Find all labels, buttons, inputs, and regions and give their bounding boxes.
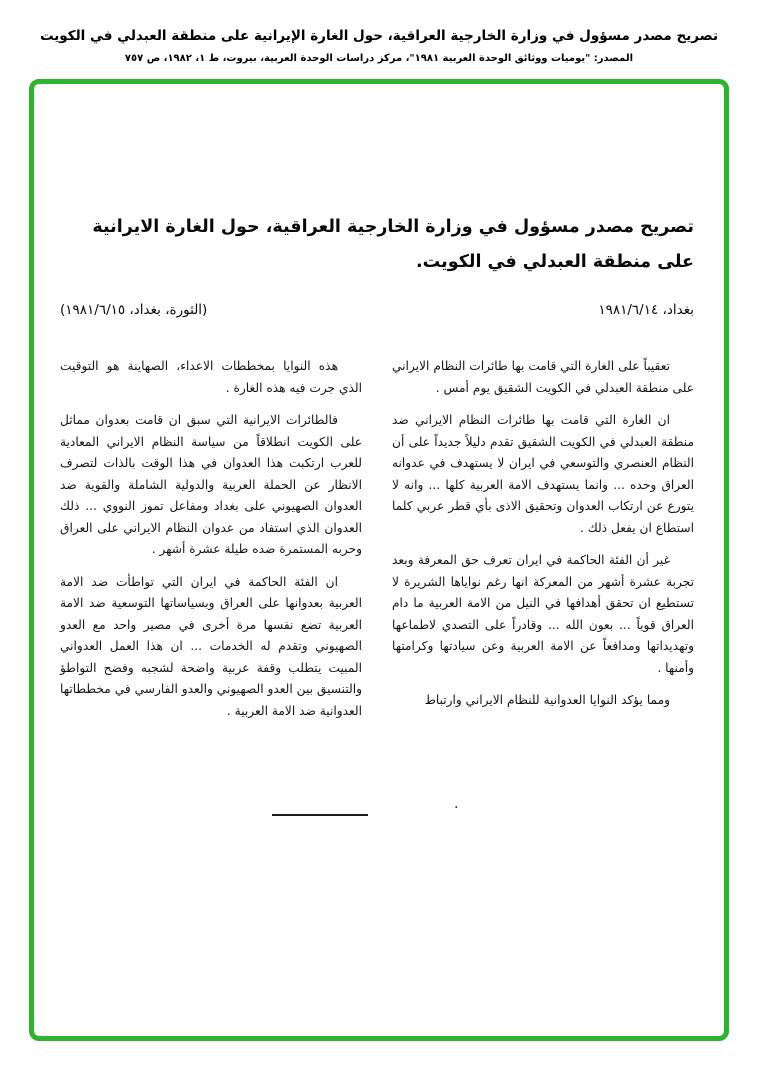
dateline-place-date: بغداد، ١٩٨١/٦/١٤ xyxy=(598,302,694,319)
document-frame xyxy=(29,79,729,1041)
dateline xyxy=(60,302,694,318)
footer-divider-line xyxy=(272,814,368,816)
document-page xyxy=(34,84,724,1036)
body-columns xyxy=(60,356,694,733)
column-right xyxy=(392,356,694,733)
dateline-newspaper-source: (الثورة، بغداد، ١٩٨١/٦/١٥) xyxy=(60,302,208,319)
paragraph: تعقيباً على الغارة التي قامت بها طائرات النظام الايراني على منطقة العبدلي في الكويت الشقيق يوم أمس . xyxy=(392,359,694,395)
header-title: تصريح مصدر مسؤول في وزارة الخارجية العراقية، حول الغارة الإيرانية على منطقة العبدلي في الكويت xyxy=(39,28,719,44)
column-left xyxy=(60,356,362,733)
footer-period-mark: . xyxy=(454,796,459,813)
header-source-citation: المصدر: "يوميات ووثائق الوحدة العربية ١٩٨١"، مركز دراسات الوحدة العربية، بيروت، ط ١، ١٩٨٢، ص ٧٥٧ xyxy=(124,53,634,65)
paragraph: غير أن الفئة الحاكمة في ايران تعرف حق المعرفة وبعد تجربة عشرة أشهر من المعركة انها رغم نواياها الشريرة لا تستطيع ان تحقق أهدافها في النيل من الامة العربية ما دام العراق قوياً ... بعون الله ... وقادراً على التصدي لاطماعها وتهديداتها ومدافعاً عن الامة العربية وعن سيادتها وكرامتها وأمنها . xyxy=(392,553,694,675)
paragraph: هذه النوايا بمخططات الاعداء، الصهاينة هو التوقيت الذي جرت فيه هذه الغارة . xyxy=(60,359,362,395)
paragraph: ومما يؤكد النوايا العدوانية للنظام الايراني وارتباط xyxy=(424,693,670,708)
paragraph: فالطائرات الايرانية التي سبق ان قامت بعدوان مماثل على الكويت انطلاقاً من سياسة النظام الايراني المعادية للعرب ارتكبت هذا العدوان في هذا الوقت بالذات لتصرف الانظار عن الحملة العربية والدولية الشاملة والقوية ضد العدوان الصهيوني على بغداد ومفاعل تموز النووي ... ذلك العدوان الذي استفاد من عدوان النظام الايراني على العراق وحربه المستمرة ضده طيلة عشرة أشهر . xyxy=(60,413,362,557)
paragraph: ان الفئة الحاكمة في ايران التي تواطأت ضد الامة العربية بعدوانها على العراق وبسياساتها التوسعية ضد الامة العربية تضع نفسها مرة أخرى في مصير واحد مع العدو الصهيوني وتقدم له الخدمات ... ان هذا العمل العدواني المبيت يتطلب وقفة عربية واضحة لشجبه وفضح التواطؤ والتنسيق بين العدو الصهيوني والعدو الفارسي في مخططاتها العدوانية ضد الامة العربية . xyxy=(60,574,362,718)
scan-header xyxy=(0,0,758,64)
paragraph: ان الغارة التي قامت بها طائرات النظام الايراني ضد منطقة العبدلي في الكويت الشقيق تقدم دليلاً جديداً على أن النظام العنصري والتوسعي في ايران لا يستهدف في عدوانه العراق وحده ... وانما يستهدف الامة العربية كلها ... وانه لا يتورع عن ارتكاب العدوان وتحقيق الاذى بأي قطر عربي كلما استطاع ان يفعل ذلك . xyxy=(392,413,694,535)
document-title: تصريح مصدر مسؤول في وزارة الخارجية العراقية، حول الغارة الايرانية على منطقة العبدلي في الكويت. xyxy=(92,217,694,273)
